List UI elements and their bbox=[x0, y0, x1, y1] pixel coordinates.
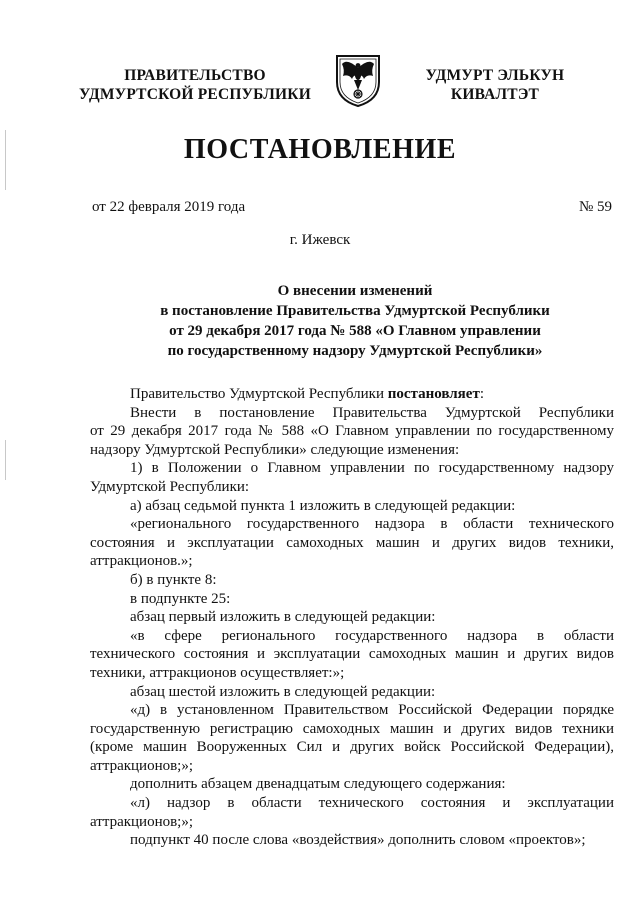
header-right-line1: УДМУРТ ЭЛЬКУН bbox=[425, 67, 565, 84]
scan-edge-mark bbox=[5, 440, 6, 480]
document-number: № 59 bbox=[578, 199, 612, 215]
body-line: «л) надзор в области технического состояния и эксплуатации bbox=[130, 795, 614, 812]
body-bold-text: постановляет bbox=[387, 386, 480, 402]
udmurt-coat-of-arms-icon bbox=[333, 52, 383, 108]
body-line: в подпункте 25: bbox=[130, 590, 231, 607]
subject-line: О внесении изменений bbox=[277, 283, 433, 299]
header-left-line1: ПРАВИТЕЛЬСТВО bbox=[124, 67, 266, 84]
body-text: : bbox=[479, 386, 484, 402]
body-line: технического состояния и эксплуатации самоходных машин и других видов bbox=[90, 646, 614, 663]
government-name-russian bbox=[70, 66, 320, 104]
body-line: от 29 декабря 2017 года № 588 «О Главном управлении по государственному bbox=[90, 423, 614, 440]
body-line: «в сфере регионального государственного надзора в области bbox=[130, 627, 614, 644]
header-left-line2: УДМУРТСКОЙ РЕСПУБЛИКИ bbox=[79, 86, 311, 103]
body-line: аттракционов;»; bbox=[90, 757, 194, 774]
body-line: аттракционов.»; bbox=[90, 553, 193, 570]
document-subject bbox=[90, 281, 620, 361]
subject-line: от 29 декабря 2017 года № 588 «О Главном управлении bbox=[169, 323, 541, 339]
document-title: ПОСТАНОВЛЕНИЕ bbox=[183, 134, 457, 165]
subject-line: по государственному надзору Удмуртской Республики» bbox=[167, 343, 543, 359]
body-line: подпункт 40 после слова «воздействия» дополнить словом «проектов»; bbox=[130, 832, 586, 849]
government-name-udmurt bbox=[410, 66, 580, 104]
body-line: Удмуртской Республики: bbox=[90, 478, 250, 495]
body-line: а) абзац седьмой пункта 1 изложить в следующей редакции: bbox=[130, 497, 516, 514]
body-line: «регионального государственного надзора в области технического bbox=[130, 516, 614, 533]
body-line: дополнить абзацем двенадцатым следующего содержания: bbox=[130, 776, 506, 793]
body-line: абзац первый изложить в следующей редакции: bbox=[130, 609, 436, 626]
body-line: «д) в установленном Правительством Российской Федерации порядке bbox=[130, 702, 614, 719]
body-line: Внести в постановление Правительства Удмуртской Республики bbox=[130, 404, 614, 421]
document-date: от 22 февраля 2019 года bbox=[92, 199, 246, 215]
body-line: абзац шестой изложить в следующей редакции: bbox=[130, 683, 436, 700]
body-line: надзору Удмуртской Республики» следующие изменения: bbox=[90, 441, 460, 458]
document-body bbox=[90, 385, 614, 850]
body-line: государственную регистрацию самоходных машин и других видов техники bbox=[90, 720, 614, 737]
body-line: б) в пункте 8: bbox=[130, 571, 217, 588]
body-line: (кроме машин Вооруженных Сил и других войск Российской Федерации), bbox=[90, 739, 614, 756]
document-city: г. Ижевск bbox=[289, 232, 351, 248]
header-right-line2: КИВАЛТЭТ bbox=[450, 86, 540, 103]
body-line: аттракционов;»; bbox=[90, 813, 194, 830]
body-line: 1) в Положении о Главном управлении по государственному надзору bbox=[130, 460, 614, 477]
body-paragraph bbox=[90, 385, 614, 404]
subject-line: в постановление Правительства Удмуртской Республики bbox=[160, 303, 550, 319]
body-line: техники, аттракционов осуществляет:»; bbox=[90, 664, 345, 681]
body-line: состояния и эксплуатации самоходных машин и других видов техники, bbox=[90, 534, 614, 551]
body-text: Правительство Удмуртской Республики bbox=[130, 386, 388, 402]
